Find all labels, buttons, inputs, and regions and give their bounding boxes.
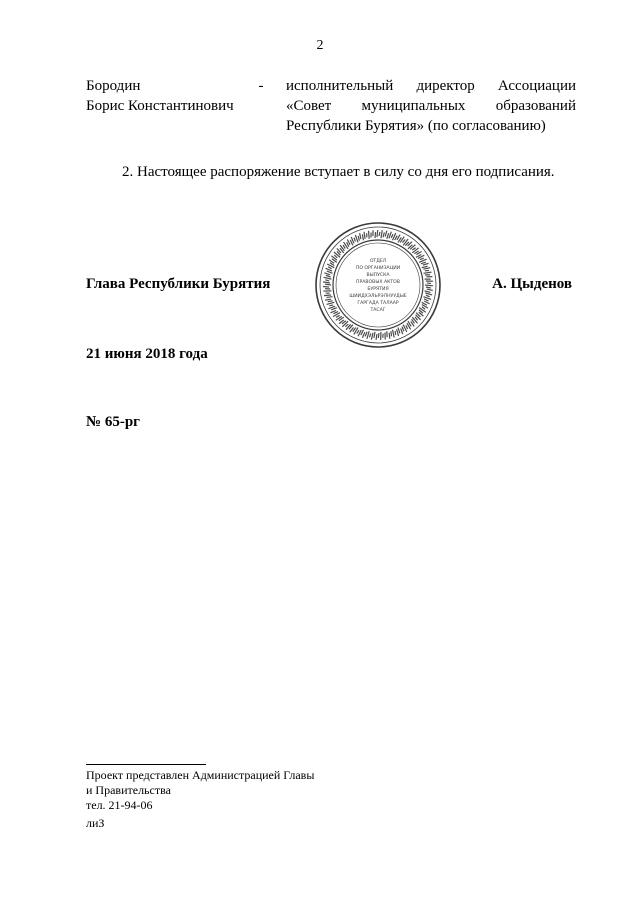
member-given-names: Борис Константинович — [86, 98, 234, 114]
document-number: № 65-рг — [86, 414, 140, 430]
seal-text-line: ВЫПУСКА — [366, 273, 390, 278]
seal-text-line: ТАСАГ — [370, 308, 386, 313]
footnote — [86, 768, 314, 813]
document-date: 21 июня 2018 года — [86, 346, 208, 362]
member-surname: Бородин — [86, 78, 141, 94]
official-seal-icon — [313, 220, 443, 350]
signatory-title: Глава Республики Бурятия — [86, 276, 271, 292]
seal-text-line: ОТДЕЛ — [369, 259, 387, 264]
footnote-divider — [86, 764, 206, 765]
document-code: лиЗ — [86, 816, 105, 830]
seal-text-line: ПРАВОВЫХ АКТОВ — [356, 280, 400, 285]
seal-text-line: БУРЯТИЯ — [367, 287, 389, 292]
seal-text-line: ГАРГАДА ТАЛААР — [357, 301, 399, 306]
signatory-name: А. Цыденов — [492, 276, 572, 292]
footnote-line-3: тел. 21-94-06 — [86, 798, 153, 812]
member-dash: - — [258, 78, 264, 94]
member-name — [86, 76, 251, 116]
member-role: исполнительный директор Ассоциации «Совет муниципальных образований Республики Бурятия» (по согласованию) — [286, 78, 576, 134]
seal-text-line: ШИИДХЭЛЬРЭЛНУУДЫЕ — [349, 294, 407, 299]
footnote-line-1: Проект представлен Администрацией Главы — [86, 768, 315, 782]
page-number: 2 — [316, 38, 324, 53]
footnote-line-2: и Правительства — [86, 783, 171, 797]
paragraph-2: 2. Настоящее распоряжение вступает в силу со дня его подписания. — [122, 164, 555, 180]
seal-text-line: ПО ОРГАНИЗАЦИИ — [355, 266, 401, 271]
